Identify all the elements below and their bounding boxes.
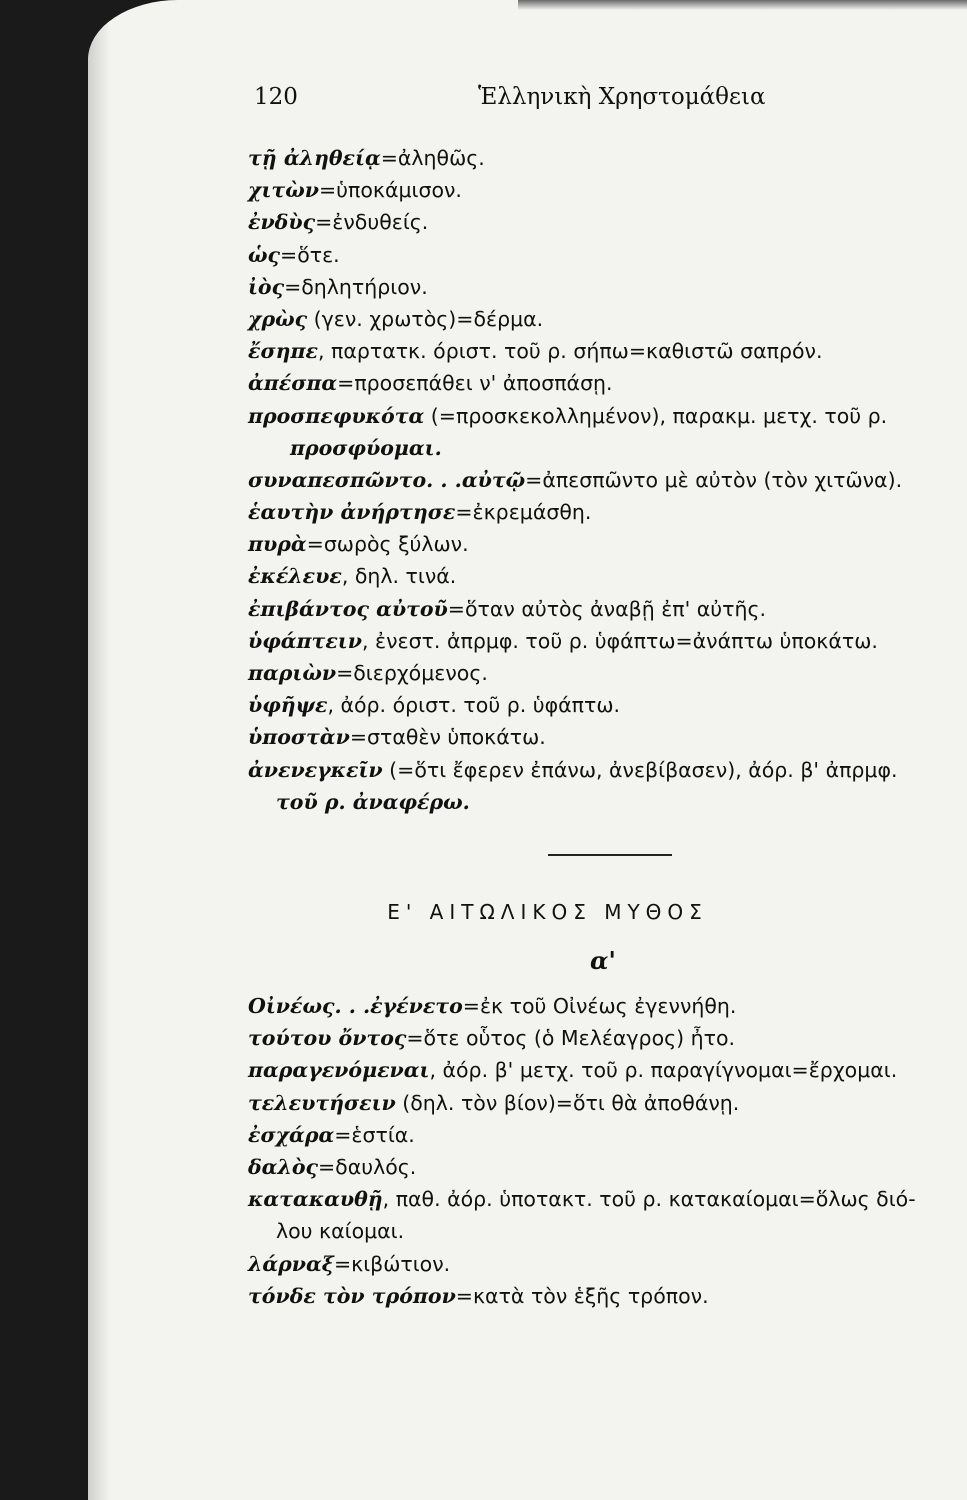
glossary-entry: [248, 593, 967, 625]
glossary-entry: [248, 528, 967, 560]
glossary-entry: [248, 303, 967, 335]
glossary-term: παριὼν: [248, 661, 337, 685]
glossary-part-2: [248, 990, 967, 1312]
glossary-definition: =ἑστία.: [334, 1122, 415, 1147]
glossary-term: ὑφάπτειν: [248, 628, 362, 653]
glossary-entry: [248, 786, 967, 818]
section-subtitle: α': [590, 946, 616, 975]
glossary-term: προσπεφυκότα: [248, 403, 425, 428]
glossary-definition: (=προσκεκολλημένον), παρακμ. μετχ. τοῦ ρ.: [424, 403, 888, 428]
glossary-entry: [248, 1183, 967, 1215]
glossary-term: τελευτήσειν: [248, 1090, 396, 1115]
glossary-entry: [248, 560, 967, 592]
glossary-entry: [248, 1022, 967, 1054]
glossary-term: ὑφῆψε: [248, 693, 328, 718]
glossary-definition: =ὅταν αὐτὸς ἀναβῇ ἐπ' αὐτῆς.: [447, 596, 767, 621]
glossary-definition: , παρτατκ. όριστ. τοῦ ρ. σήπω=καθιστῶ σαπρόν.: [317, 339, 823, 364]
glossary-definition: , δηλ. τινά.: [341, 564, 457, 589]
glossary-definition: , ἀόρ. β' μετχ. τοῦ ρ. παραγίγνομαι=ἔρχομαι.: [429, 1058, 898, 1083]
glossary-entry: [248, 206, 967, 238]
glossary-entry: [248, 271, 967, 303]
glossary-term: προσφύομαι.: [290, 435, 442, 460]
glossary-term: παραγενόμεναι: [248, 1058, 430, 1083]
glossary-definition: (γεν. χρωτὸς)=δέρμα.: [307, 306, 544, 331]
glossary-entry: [248, 367, 967, 399]
glossary-entry: [248, 1119, 967, 1151]
glossary-entry: [248, 1151, 967, 1183]
glossary-term: ἐσχάρα: [248, 1122, 335, 1147]
glossary-term: ἐκέλευε: [248, 564, 342, 589]
glossary-term: δαλὸς: [248, 1154, 318, 1179]
glossary-definition: =ἀπεσπῶντο μὲ αὐτὸν (τὸν χιτῶνα).: [525, 467, 903, 492]
glossary-term: ἐπιβάντος αὐτοῦ: [248, 596, 448, 621]
glossary-term: τῇ ἀληθείᾳ: [248, 146, 381, 170]
glossary-entry: [248, 754, 967, 786]
glossary-definition: =δηλητήριον.: [284, 274, 428, 299]
glossary-definition: =ὑποκάμισον.: [318, 178, 462, 203]
glossary-definition: =κιβώτιον.: [333, 1251, 451, 1276]
glossary-term: ἰὸς: [248, 274, 285, 299]
glossary-definition: =ἐνδυθείς.: [315, 210, 429, 235]
glossary-entry: [248, 1054, 967, 1086]
glossary-term: ἀνενεγκεῖν: [248, 757, 383, 782]
glossary-definition: =ἀληθῶς.: [380, 146, 485, 170]
running-title: Ἑλληνικὴ Χρηστομάθεια: [478, 84, 766, 110]
glossary-definition: (δηλ. τὸν βίον)=ὅτι θὰ ἀποθάνῃ.: [395, 1090, 740, 1115]
glossary-term: ἔσηπε: [248, 339, 318, 364]
glossary-term: κατακαυθῇ: [248, 1187, 383, 1212]
glossary-definition: , παθ. ἀόρ. ὑποτακτ. τοῦ ρ. κατακαίομαι=ὅλως διό-: [382, 1187, 916, 1212]
glossary-definition: =ἐκ τοῦ Οἰνέως ἐγεννήθη.: [462, 994, 737, 1018]
section-divider: [548, 854, 672, 856]
glossary-definition: =δαυλός.: [317, 1154, 417, 1179]
glossary-definition: =ὅτε οὗτος (ὁ Μελέαγρος) ἦτο.: [406, 1026, 736, 1051]
glossary-definition: =κατὰ τὸν ἑξῆς τρόπον.: [455, 1283, 709, 1308]
glossary-definition: =σταθὲν ὑποκάτω.: [349, 725, 546, 750]
glossary-entry: [248, 400, 967, 432]
glossary-term: τόνδε τὸν τρόπον: [248, 1283, 456, 1308]
glossary-term: χιτὼν: [248, 178, 319, 203]
glossary-entry: [248, 625, 967, 657]
glossary-term: συναπεσπῶντο. . .αὐτῷ: [248, 467, 526, 492]
glossary-entry: [248, 174, 967, 206]
glossary-entry: [248, 1280, 967, 1312]
glossary-definition: =διερχόμενος.: [336, 661, 488, 685]
book-page: [88, 0, 967, 1500]
glossary-term: ὡς: [248, 242, 281, 267]
glossary-term: τούτου ὄντος: [248, 1026, 407, 1051]
glossary-entry: [248, 496, 967, 528]
glossary-entry: [248, 1215, 967, 1247]
glossary-definition: (=ὅτι ἔφερεν ἐπάνω, ἀνεβίβασεν), ἀόρ. β' ἀπρμφ.: [382, 757, 898, 782]
glossary-part-1: [248, 142, 967, 818]
section-title: Ε' ΑΙΤΩΛΙΚΟΣ ΜΥΘΟΣ: [387, 900, 708, 924]
glossary-entry: [248, 990, 967, 1022]
glossary-definition: =ὅτε.: [280, 242, 340, 267]
page-header: [88, 84, 967, 124]
glossary-entry: [248, 1087, 967, 1119]
glossary-term: ἑαυτὴν ἀνήρτησε: [248, 500, 456, 525]
glossary-entry: [248, 432, 967, 464]
page-edge-shadow: [88, 0, 110, 1500]
glossary-term: ὑποστὰν: [248, 725, 350, 750]
glossary-term: ἐνδὺς: [248, 210, 316, 235]
glossary-term: λου καίομαι.: [276, 1219, 405, 1244]
page-number: 120: [254, 84, 298, 110]
glossary-entry: [248, 335, 967, 367]
glossary-definition: , ἐνεστ. ἀπρμφ. τοῦ ρ. ὑφάπτω=ἀνάπτω ὑποκάτω.: [361, 628, 878, 653]
glossary-entry: [248, 1248, 967, 1280]
glossary-term: ἀπέσπα: [248, 371, 338, 396]
glossary-term: χρὼς: [248, 306, 308, 331]
glossary-definition: =προσεπάθει ν' ἀποσπάσῃ.: [337, 371, 613, 396]
glossary-definition: =σωρὸς ξύλων.: [306, 532, 469, 557]
glossary-definition: =ἐκρεμάσθη.: [455, 500, 592, 525]
glossary-entry: [248, 239, 967, 271]
glossary-entry: [248, 689, 967, 721]
top-scan-shadow: [518, 0, 967, 10]
glossary-definition: , ἀόρ. όριστ. τοῦ ρ. ὑφάπτω.: [327, 693, 621, 718]
glossary-entry: [248, 657, 967, 689]
glossary-entry: [248, 721, 967, 753]
glossary-term: Οἰνέως. . .ἐγένετο: [248, 994, 463, 1018]
glossary-entry: [248, 464, 967, 496]
glossary-term: πυρὰ: [248, 532, 307, 557]
glossary-term: λάρναξ: [248, 1251, 334, 1276]
glossary-term: τοῦ ρ. ἀναφέρω.: [276, 789, 470, 814]
glossary-entry: [248, 142, 967, 174]
